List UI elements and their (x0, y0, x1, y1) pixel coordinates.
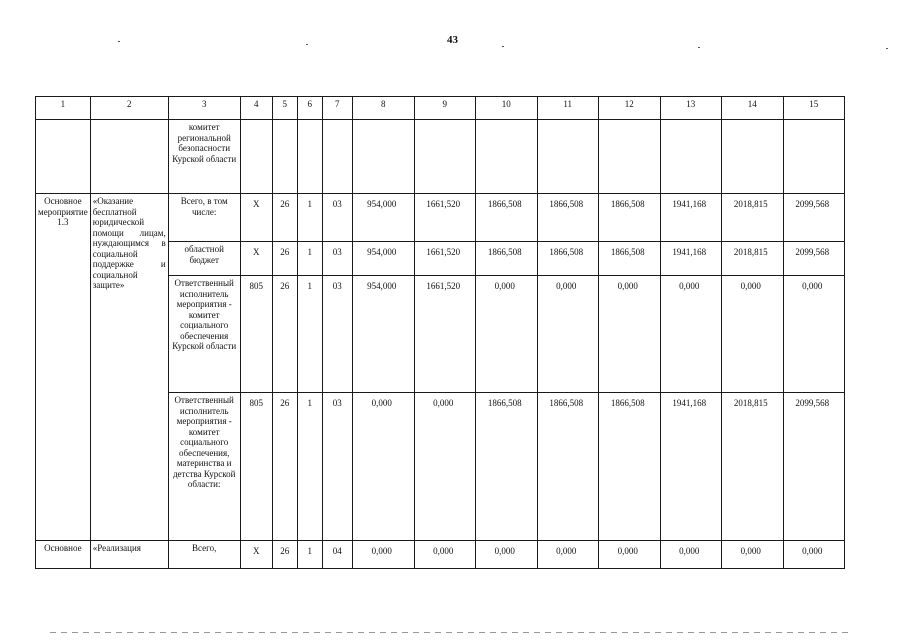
code-cell: 26 (272, 242, 297, 276)
scan-speck (502, 46, 504, 47)
activity-cell: Основное мероприятие 1.3 (36, 194, 91, 541)
activity-name-cell: «Оказание бесплатной юридической помощи лицам, нуждающимся в социальной поддержке и социальной защите» (90, 194, 168, 541)
column-header: 14 (721, 97, 783, 120)
amount-cell: 0,000 (537, 541, 598, 569)
code-cell: 03 (322, 276, 352, 393)
column-header: 5 (272, 97, 297, 120)
table-row (36, 120, 845, 194)
column-header: 3 (168, 97, 240, 120)
amount-cell: 0,000 (352, 393, 414, 541)
amount-cell: 1866,508 (598, 242, 660, 276)
table-row (36, 194, 845, 242)
scan-artifact-line (50, 632, 850, 633)
column-header: 7 (322, 97, 352, 120)
amount-cell: 0,000 (660, 541, 721, 569)
column-header: 6 (297, 97, 322, 120)
column-header: 11 (537, 97, 598, 120)
column-header: 9 (414, 97, 475, 120)
amount-cell: 0,000 (414, 541, 475, 569)
code-cell: Х (240, 541, 272, 569)
table-cell (322, 120, 352, 194)
amount-cell: 2099,568 (783, 393, 844, 541)
amount-cell: 1866,508 (475, 393, 537, 541)
table-cell (36, 120, 91, 194)
amount-cell: 0,000 (660, 276, 721, 393)
table-cell (297, 120, 322, 194)
amount-cell: 2018,815 (721, 194, 783, 242)
amount-cell: 1866,508 (598, 194, 660, 242)
amount-cell: 954,000 (352, 194, 414, 242)
code-cell: 1 (297, 393, 322, 541)
table-cell (240, 120, 272, 194)
amount-cell: 954,000 (352, 242, 414, 276)
code-cell: 04 (322, 541, 352, 569)
code-cell: 805 (240, 393, 272, 541)
scan-speck (118, 41, 120, 42)
code-cell: 1 (297, 541, 322, 569)
code-cell: 03 (322, 194, 352, 242)
table-cell (721, 120, 783, 194)
executor-cell: Всего, (168, 541, 240, 569)
executor-cell: Ответственный исполнитель мероприятия - комитет социального обеспечения, материнства и детства Курской области: (168, 393, 240, 541)
table-cell (352, 120, 414, 194)
amount-cell: 1941,168 (660, 242, 721, 276)
amount-cell: 1941,168 (660, 194, 721, 242)
budget-table (35, 96, 845, 569)
amount-cell: 1866,508 (598, 393, 660, 541)
amount-cell: 1661,520 (414, 194, 475, 242)
amount-cell: 2099,568 (783, 242, 844, 276)
scan-speck (886, 48, 888, 49)
amount-cell: 0,000 (721, 276, 783, 393)
column-header: 4 (240, 97, 272, 120)
header-row (36, 97, 845, 120)
code-cell: Х (240, 194, 272, 242)
table-cell (783, 120, 844, 194)
column-header: 8 (352, 97, 414, 120)
table-row (36, 541, 845, 569)
table-cell (475, 120, 537, 194)
code-cell: 1 (297, 276, 322, 393)
page-number: 43 (447, 34, 458, 46)
amount-cell: 0,000 (352, 541, 414, 569)
amount-cell: 954,000 (352, 276, 414, 393)
amount-cell: 0,000 (598, 276, 660, 393)
scan-speck (698, 47, 700, 48)
executor-cell: Всего, в том числе: (168, 194, 240, 242)
amount-cell: 0,000 (598, 541, 660, 569)
table-cell (537, 120, 598, 194)
amount-cell: 1866,508 (537, 194, 598, 242)
code-cell: 26 (272, 194, 297, 242)
amount-cell: 0,000 (475, 541, 537, 569)
amount-cell: 2018,815 (721, 242, 783, 276)
amount-cell: 0,000 (721, 541, 783, 569)
amount-cell: 0,000 (537, 276, 598, 393)
executor-cell: комитет регионально​й безопасности Курской области (168, 120, 240, 194)
amount-cell: 1661,520 (414, 276, 475, 393)
executor-cell: областной бюджет (168, 242, 240, 276)
amount-cell: 1866,508 (475, 242, 537, 276)
amount-cell: 1866,508 (475, 194, 537, 242)
amount-cell: 1866,508 (537, 393, 598, 541)
executor-cell: Ответственный исполнитель мероприятия - комитет социального обеспечения Курской области (168, 276, 240, 393)
code-cell: 1 (297, 194, 322, 242)
table-cell (90, 120, 168, 194)
column-header: 13 (660, 97, 721, 120)
code-cell: 26 (272, 393, 297, 541)
code-cell: 805 (240, 276, 272, 393)
table-cell (272, 120, 297, 194)
scan-speck (306, 44, 308, 45)
amount-cell: 0,000 (475, 276, 537, 393)
amount-cell: 2018,815 (721, 393, 783, 541)
amount-cell: 1661,520 (414, 242, 475, 276)
table-cell (660, 120, 721, 194)
table-cell (414, 120, 475, 194)
column-header: 1 (36, 97, 91, 120)
amount-cell: 1866,508 (537, 242, 598, 276)
amount-cell: 2099,568 (783, 194, 844, 242)
column-header: 10 (475, 97, 537, 120)
activity-name-cell: «Реализация (90, 541, 168, 569)
amount-cell: 1941,168 (660, 393, 721, 541)
code-cell: 26 (272, 276, 297, 393)
amount-cell: 0,000 (783, 276, 844, 393)
activity-cell: Основное (36, 541, 91, 569)
amount-cell: 0,000 (783, 541, 844, 569)
amount-cell: 0,000 (414, 393, 475, 541)
column-header: 15 (783, 97, 844, 120)
code-cell: 1 (297, 242, 322, 276)
column-header: 2 (90, 97, 168, 120)
code-cell: 03 (322, 242, 352, 276)
code-cell: 26 (272, 541, 297, 569)
column-header: 12 (598, 97, 660, 120)
code-cell: 03 (322, 393, 352, 541)
table-cell (598, 120, 660, 194)
code-cell: Х (240, 242, 272, 276)
